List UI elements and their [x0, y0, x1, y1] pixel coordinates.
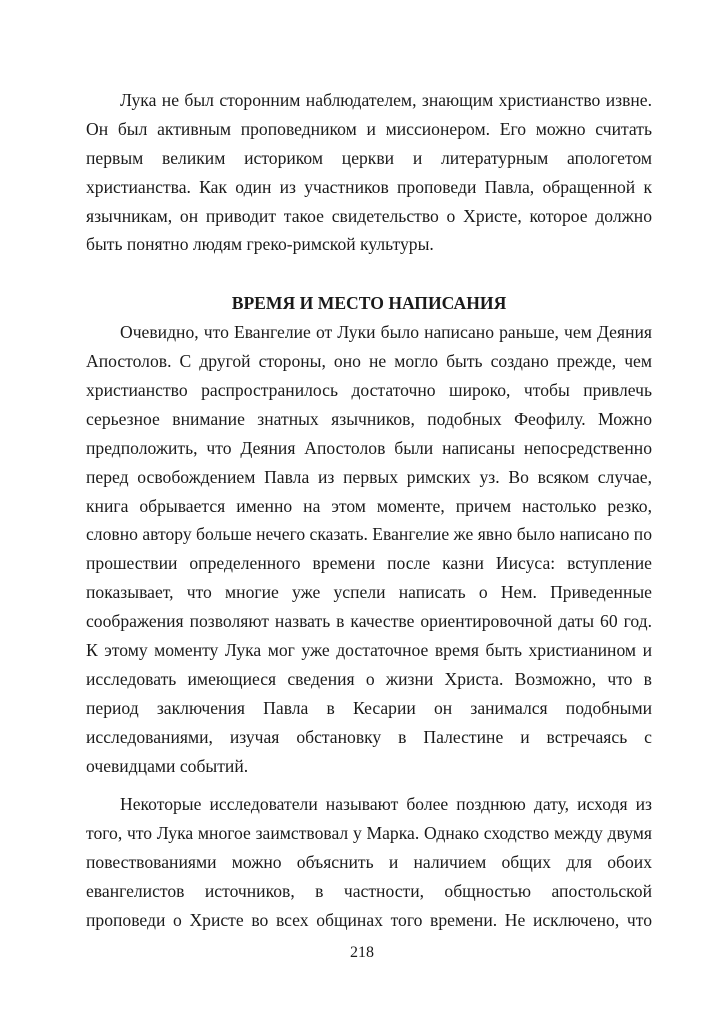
- paragraph-2: [86, 318, 652, 780]
- text-line: христианство распространилось достаточно широко, чтобы привлечь: [86, 380, 652, 401]
- text-line: серьезное внимание знатных язычников, подобных Феофилу. Можно: [86, 408, 652, 429]
- text-line: проповеди о Христе во всех общинах того времени. Не исключено, что: [86, 910, 652, 931]
- text-line: того, что Лука многое заимствовал у Марка. Однако сходство между двумя: [86, 823, 652, 844]
- section-heading: ВРЕМЯ И МЕСТО НАПИСАНИЯ: [231, 293, 507, 314]
- text-line: К этому моменту Лука мог уже достаточное время быть христианином и: [86, 640, 652, 661]
- text-line: перед освобождением Павла из первых римских уз. Во всяком случае,: [86, 466, 652, 487]
- text-line: христианства. Как один из участников проповеди Павла, обращенной к: [86, 176, 652, 197]
- text-line: повествованиями можно объяснить и наличием общих для обоих: [86, 852, 652, 873]
- text-line: показывает, что многие уже успели написать о Нем. Приведенные: [86, 582, 652, 603]
- text-line: евангелистов источников, в частности, общностью апостольской: [86, 881, 652, 902]
- text-line: Очевидно, что Евангелие от Луки было написано раньше, чем Деяния: [120, 322, 652, 343]
- text-line: исследовать имеющиеся сведения о жизни Христа. Возможно, что в: [86, 668, 652, 689]
- text-line: книга обрывается именно на этом моменте, причем настолько резко,: [86, 495, 652, 516]
- document-page: [86, 86, 652, 935]
- text-line: Некоторые исследователи называют более позднюю дату, исходя из: [120, 794, 652, 815]
- text-line: прошествии определенного времени после казни Иисуса: вступление: [86, 553, 652, 574]
- text-line: период заключения Павла в Кесарии он занимался подобными: [86, 697, 652, 718]
- text-line: соображения позволяют назвать в качестве ориентировочной даты 60 год.: [86, 611, 652, 632]
- text-line: предположить, что Деяния Апостолов были написаны непосредственно: [86, 437, 652, 458]
- text-line: Он был активным проповедником и миссионером. Его можно считать: [86, 118, 652, 139]
- page-number: 218: [350, 944, 374, 961]
- text-line: очевидцами событий.: [86, 755, 249, 776]
- paragraph-1: [86, 86, 652, 259]
- paragraph-3: [86, 790, 652, 934]
- text-line: Лука не был сторонним наблюдателем, знающим христианство извне.: [120, 90, 652, 110]
- text-line: первым великим историком церкви и литературным апологетом: [86, 147, 652, 168]
- text-line: быть понятно людям греко-римской культуры.: [86, 234, 434, 255]
- text-line: исследованиями, изучая обстановку в Палестине и встречаясь с: [86, 726, 652, 747]
- text-line: язычникам, он приводит такое свидетельство о Христе, которое должно: [86, 205, 652, 226]
- text-line: Апостолов. С другой стороны, оно не могло быть создано прежде, чем: [86, 351, 652, 372]
- text-line: словно автору больше нечего сказать. Евангелие же явно было написано по: [86, 524, 652, 545]
